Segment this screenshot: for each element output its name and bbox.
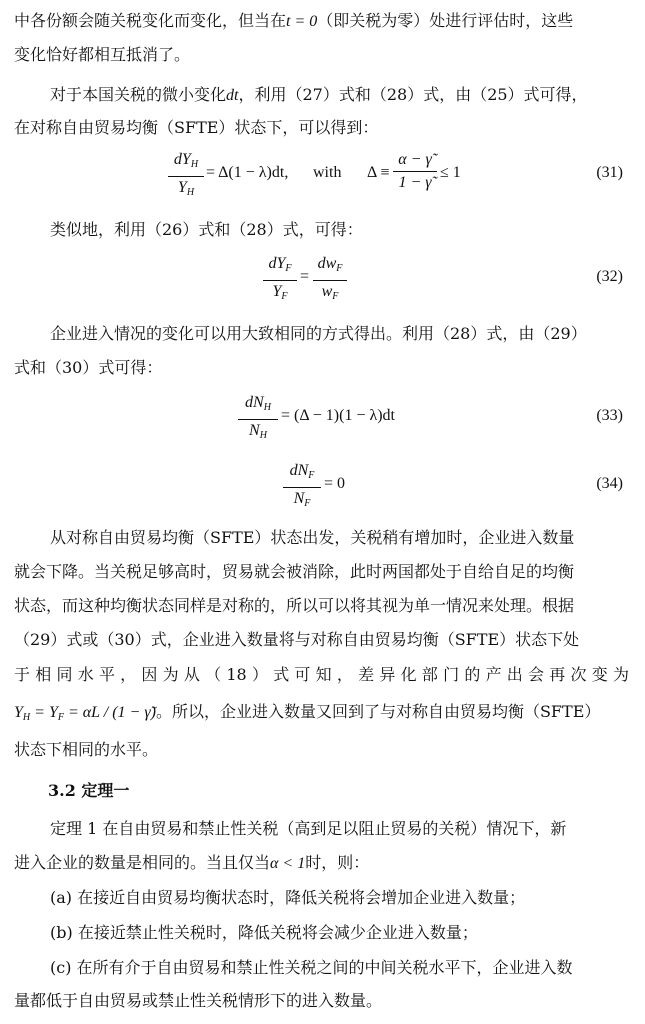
- paragraph-line: 于相同水平，因为从（18）式可知，差异化部门的产出会再次变为: [14, 665, 629, 684]
- theorem-line: [14, 852, 629, 875]
- fraction-alpha-gamma: [393, 150, 437, 193]
- equation-number: (31): [596, 164, 623, 181]
- paragraph-line: 就会下降。当关税足够高时，贸易就会被消除，此时两国都处于自给自足的均衡: [14, 562, 575, 581]
- text-fragment: 时，则：: [305, 853, 370, 872]
- paragraph-line: [14, 701, 629, 729]
- equation-31: [0, 150, 645, 200]
- text-fragment: 。所以，企业进入数量又回到了与对称自由贸易均衡（SFTE）: [155, 702, 601, 721]
- inline-math-dt: dt: [226, 87, 239, 104]
- text-line-4: 在对称自由贸易均衡（SFTE）状态下，可以得到：: [14, 118, 379, 137]
- fraction-numerator: $dw_F$: [317, 255, 343, 274]
- fraction-dwF-over-wF: [313, 254, 347, 307]
- fraction-numerator: $dN_H$: [245, 394, 271, 413]
- fraction-denominator: $N_F$: [293, 490, 311, 509]
- equation-tail: ≤ 1: [440, 164, 461, 181]
- fraction-numerator: $dN_F$: [289, 462, 315, 481]
- theorem-line: 定理 1 在自由贸易和禁止性关税（高到足以阻止贸易的关税）情况下，新: [50, 819, 567, 838]
- equation-34: [0, 461, 645, 511]
- fraction-numerator: $dY_F$: [268, 255, 292, 274]
- fraction-dYH-over-YH: [168, 150, 204, 203]
- text-fragment: （即关税为零）处进行评估时，这些: [317, 11, 574, 30]
- fraction-denominator: $N_H$: [249, 422, 267, 441]
- theorem-item-a: (a) 在接近自由贸易均衡状态时，降低关税将会增加企业进入数量；: [50, 888, 526, 907]
- equals-sign: =: [300, 268, 310, 285]
- paragraph-line: 从对称自由贸易均衡（SFTE）状态出发，关税稍有增加时，企业进入数量: [50, 528, 575, 547]
- equation-number: (34): [596, 475, 623, 492]
- paragraph-line: 状态，而这种均衡状态同样是对称的，所以可以将其视为单一情况来处理。根据: [14, 596, 575, 615]
- text-fragment: 中各份额会随关税变化而变化，但当在: [14, 11, 287, 30]
- text-line-1: [14, 10, 629, 33]
- text-line-5: 类似地，利用（26）式和（28）式，可得：: [50, 220, 363, 239]
- theorem-item-b: (b) 在接近禁止性关税时，降低关税将会减少企业进入数量；: [50, 923, 478, 942]
- equation-rhs: = Δ(1 − λ)dt,: [206, 164, 289, 181]
- fraction-dNH-over-NH: [238, 393, 278, 446]
- equation-delta-def: Δ ≡: [367, 164, 390, 181]
- paragraph-line: 状态下相同的水平。: [14, 740, 159, 759]
- fraction-dNF-over-NF: [283, 461, 321, 514]
- text-line-3: [50, 84, 629, 107]
- fraction-denominator: $w_F$: [321, 283, 339, 302]
- text-line-7: 式和（30）式可得：: [14, 358, 163, 377]
- text-line-6: 企业进入情况的变化可以用大致相同的方式得出。利用（28）式，由（29）: [50, 324, 587, 343]
- fraction-dYF-over-YF: [263, 254, 297, 307]
- equation-number: (32): [596, 268, 623, 285]
- inline-math-output: $Y_H = Y_F = \alpha L / (1$ − γ̃): [14, 704, 156, 723]
- equation-33: [0, 393, 645, 443]
- fraction-numerator: $dY_H$: [173, 151, 199, 170]
- inline-math-alpha: α < 1: [270, 855, 306, 872]
- section-heading: 3.2 定理一: [48, 781, 130, 800]
- equation-number: (33): [596, 407, 623, 424]
- fraction-denominator: 1 − γ̃: [398, 174, 432, 191]
- text-fragment: ，利用（27）式和（28）式，由（25）式可得，: [238, 85, 588, 104]
- equation-with-word: with: [313, 164, 342, 181]
- text-fragment: 对于本国关税的微小变化: [50, 85, 227, 104]
- text-fragment: 进入企业的数量是相同的。当且仅当: [14, 853, 271, 872]
- fraction-denominator: $Y_F$: [272, 283, 288, 302]
- equation-rhs: = 0: [324, 475, 346, 492]
- paragraph-line: （29）式或（30）式，企业进入数量将与对称自由贸易均衡（SFTE）状态下处: [14, 630, 580, 649]
- fraction-denominator: $Y_H$: [177, 179, 195, 198]
- theorem-item-c-cont: 量都低于自由贸易或禁止性关税情形下的进入数量。: [14, 991, 383, 1010]
- equation-rhs: = (Δ − 1)(1 − λ)dt: [281, 407, 395, 424]
- theorem-item-c: (c) 在所有介于自由贸易和禁止性关税之间的中间关税水平下，企业进入数: [50, 958, 573, 977]
- fraction-numerator: α − γ̃: [398, 151, 432, 168]
- equation-32: [0, 254, 645, 304]
- text-line-2: 变化恰好都相互抵消了。: [14, 45, 191, 64]
- inline-math-t: t = 0: [286, 13, 318, 30]
